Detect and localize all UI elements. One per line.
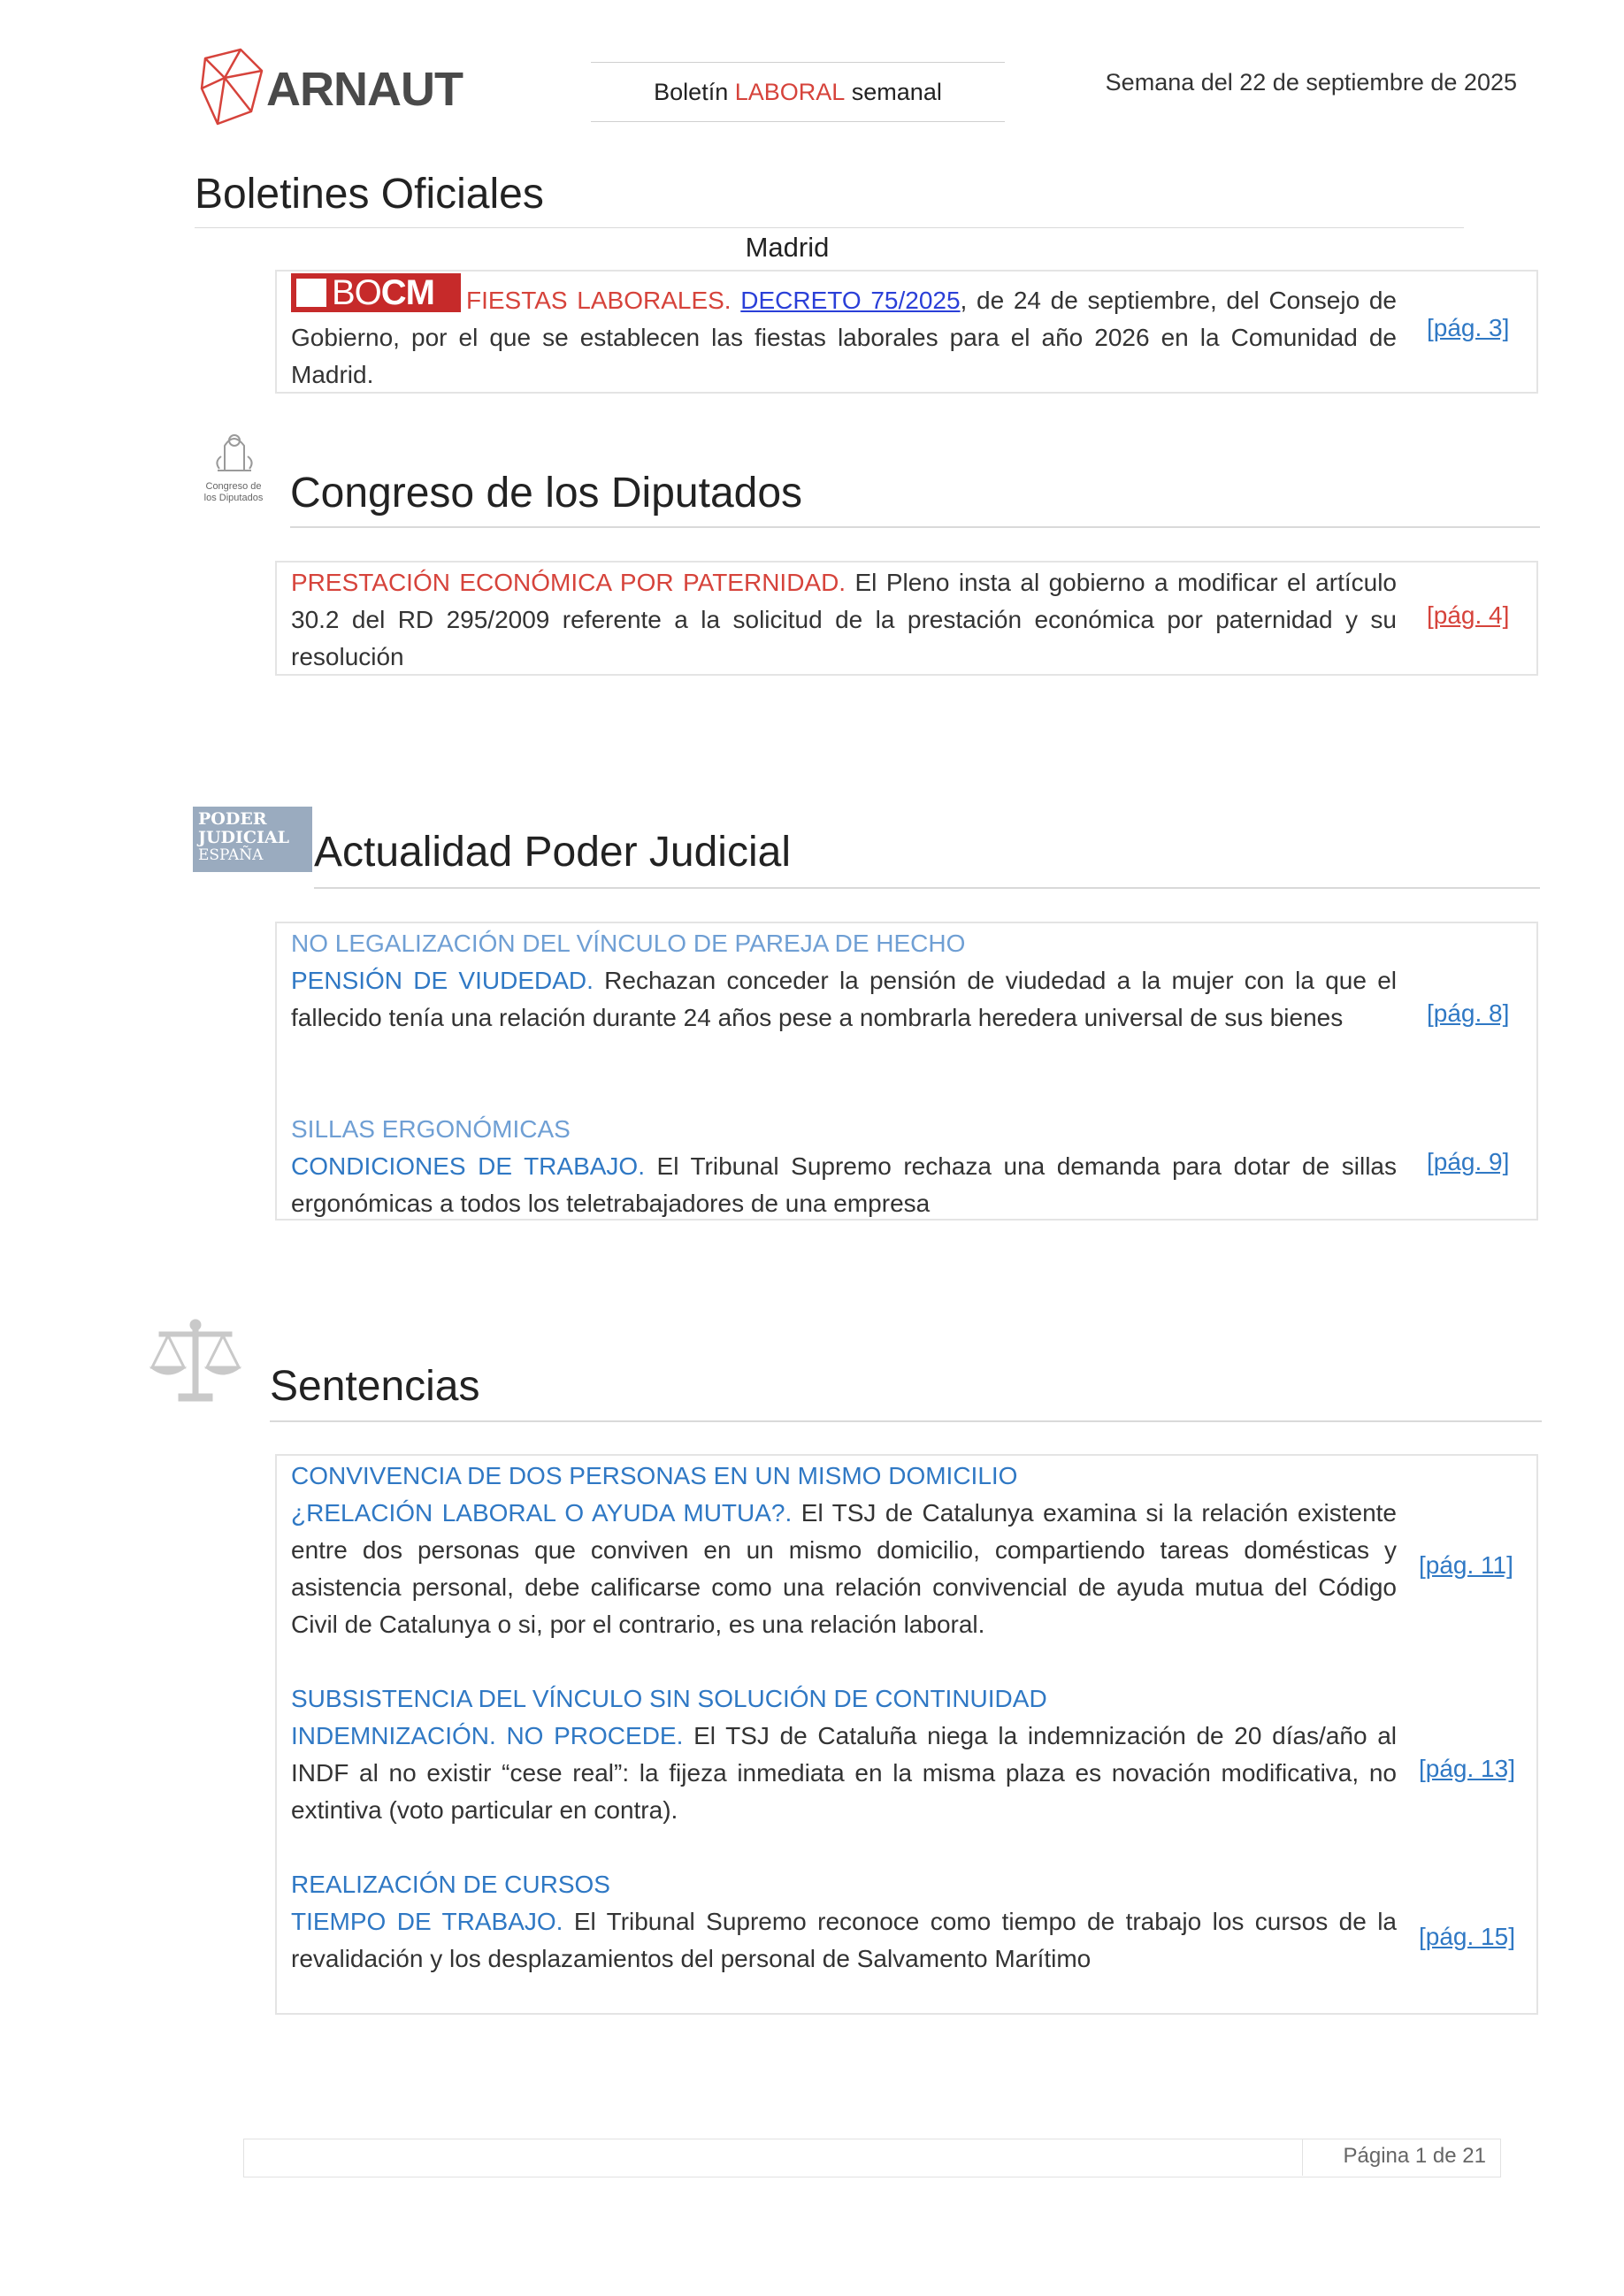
entry-topic: ¿RELACIÓN LABORAL O AYUDA MUTUA?. (291, 1499, 793, 1527)
page-link[interactable]: [pág. 13] (1419, 1755, 1515, 1782)
bulletin-title (591, 62, 1005, 122)
sentencias-entries-box (275, 1454, 1538, 2015)
sentencia-entry-3 (291, 1866, 1397, 1978)
poder-judicial-logo (193, 807, 312, 872)
page-link[interactable]: [pág. 4] (1427, 601, 1510, 629)
poder-judicial-entries-box (275, 922, 1538, 1221)
section-title-sentencias: Sentencias (270, 1363, 480, 1410)
page-link[interactable]: [pág. 15] (1419, 1923, 1515, 1950)
arnaut-logo (198, 42, 463, 131)
pj-line-1: PODER (198, 809, 267, 829)
page-link[interactable]: [pág. 8] (1427, 999, 1510, 1027)
entry-heading: SUBSISTENCIA DEL VÍNCULO SIN SOLUCIÓN DE CONTINUIDAD (291, 1685, 1047, 1712)
scales-icon (147, 1316, 244, 1413)
section-title-poder-judicial: Actualidad Poder Judicial (314, 829, 791, 876)
bocm-flag-icon (296, 279, 326, 307)
page-link[interactable]: [pág. 3] (1427, 314, 1510, 341)
entry-heading: SILLAS ERGONÓMICAS (291, 1115, 571, 1143)
pj-entry-1 (291, 925, 1397, 1037)
entry-topic: PENSIÓN DE VIUDEDAD. (291, 967, 594, 994)
entry-topic: INDEMNIZACIÓN. NO PROCEDE. (291, 1722, 684, 1749)
bocm-bo: BO (332, 273, 381, 312)
pj-entry-2 (291, 1111, 1397, 1222)
page-number: Página 1 de 21 (1343, 2144, 1486, 2168)
arnaut-geometric-icon (198, 42, 269, 131)
section-rule (314, 887, 1540, 889)
page-link[interactable]: [pág. 11] (1419, 1551, 1513, 1579)
week-date: Semana del 22 de septiembre de 2025 (1105, 69, 1517, 96)
entry-topic: FIESTAS LABORALES. (466, 287, 732, 314)
entry-text: El Tribunal Supremo reconoce como tiempo de trabajo los cursos de la revalidación y los desplazamientos del personal de Salvamento Marítimo (291, 1908, 1397, 1972)
entry-heading: REALIZACIÓN DE CURSOS (291, 1871, 610, 1898)
boletines-entry-box (275, 270, 1538, 394)
congreso-entry (291, 564, 1397, 676)
bocm-cm: CM (380, 273, 435, 312)
entry-text: El TSJ de Cataluña niega la indemnización de 20 días/año al INDF al no existir “cese real”: la fijeza inmediata en la misma plaza es novación modificativa, no extintiva (voto particular en contra). (291, 1722, 1398, 1824)
entry-topic: CONDICIONES DE TRABAJO. (291, 1152, 645, 1180)
entry-text: El Tribunal Supremo rechaza una demanda para dotar de sillas ergonómicas a todos los teletrabajadores de una empresa (291, 1152, 1397, 1217)
congreso-entry-box (275, 561, 1538, 676)
sentencia-entry-1 (291, 1458, 1397, 1643)
pj-line-3: ESPAÑA (198, 846, 264, 864)
bulletin-suffix: semanal (845, 78, 942, 105)
entry-text: , de 24 de septiembre, del Consejo de Gobierno, por el que se establecen las fiestas laborales para el año 2026 en la Comunidad de Madrid. (291, 287, 1397, 388)
section-rule (195, 227, 1464, 228)
entry-heading: CONVIVENCIA DE DOS PERSONAS EN UN MISMO DOMICILIO (291, 1462, 1018, 1489)
bulletin-accent: LABORAL (734, 78, 846, 105)
brand-name: ARNAUT (266, 63, 463, 116)
entry-text: El TSJ de Catalunya examina si la relación existente entre dos personas que conviven en un mismo domicilio, compartiendo tareas domésticas y asistencia personal, debe calificarse como una relación convivencial de ayuda mutua del Código Civil de Catalunya o si, por el contrario, es una relación laboral. (291, 1499, 1397, 1638)
congreso-lion-icon (198, 426, 269, 479)
sentencia-entry-2 (291, 1680, 1397, 1829)
section-title-boletines: Boletines Oficiales (195, 171, 544, 218)
entry-text: El Pleno insta al gobierno a modificar el artículo 30.2 del RD 295/2009 referente a la solicitud de la prestación económica por paternidad y su resolución (291, 569, 1397, 670)
entry-topic: PRESTACIÓN ECONÓMICA POR PATERNIDAD. (291, 569, 846, 596)
congreso-logo (198, 426, 269, 515)
entry-heading: NO LEGALIZACIÓN DEL VÍNCULO DE PAREJA DE HECHO (291, 930, 966, 957)
footer-divider (1302, 2139, 1303, 2176)
pj-line-2: JUDICIAL (198, 828, 290, 847)
congreso-caption: Congreso de los Diputados (203, 481, 264, 503)
section-rule (290, 526, 1540, 528)
decree-link[interactable]: DECRETO 75/2025 (740, 287, 961, 314)
section-rule (270, 1420, 1542, 1422)
entry-topic: TIEMPO DE TRABAJO. (291, 1908, 563, 1935)
page-link[interactable]: [pág. 9] (1427, 1148, 1510, 1175)
entry-text: Rechazan conceder la pensión de viudedad a la mujer con la que el fallecido tenía una relación durante 24 años pese a nombrarla heredera universal de sus bienes (291, 967, 1397, 1031)
region-heading: Madrid (745, 232, 830, 263)
bocm-badge (291, 273, 461, 312)
boletines-entry (291, 273, 1397, 394)
section-title-congreso: Congreso de los Diputados (290, 470, 803, 517)
bulletin-prefix: Boletín (654, 78, 735, 105)
